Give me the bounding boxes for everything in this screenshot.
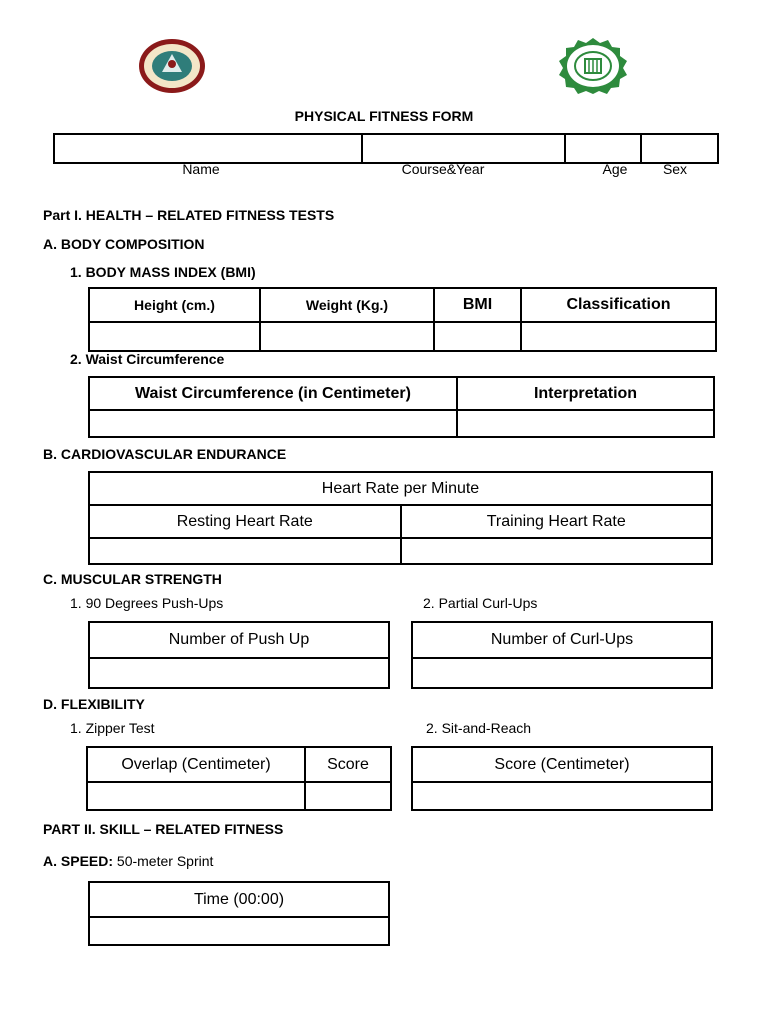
waist-table <box>88 376 715 438</box>
pushups-heading: 1. 90 Degrees Push-Ups <box>70 595 224 611</box>
pushups-cell[interactable] <box>89 658 389 688</box>
curlups-heading: 2. Partial Curl-Ups <box>423 595 538 611</box>
zipper-heading: 1. Zipper Test <box>70 720 155 736</box>
sitreach-table <box>411 746 713 811</box>
university-seal-logo <box>556 37 630 95</box>
waist-cell[interactable] <box>89 410 457 437</box>
speed-table <box>88 881 390 946</box>
training-heart-rate-cell[interactable] <box>401 538 713 564</box>
pushups-table <box>88 621 390 689</box>
curlups-table <box>411 621 713 689</box>
bmi-heading: 1. BODY MASS INDEX (BMI) <box>70 264 256 280</box>
weight-cell[interactable] <box>260 322 434 351</box>
heart-rate-group-header: Heart Rate per Minute <box>89 472 712 505</box>
classification-header: Classification <box>521 288 716 322</box>
part2-title: PART II. SKILL – RELATED FITNESS <box>43 821 284 837</box>
name-caption: Name <box>182 161 220 177</box>
sitreach-header: Score (Centimeter) <box>412 747 712 782</box>
curlups-header: Number of Curl-Ups <box>412 622 712 658</box>
zipper-table <box>86 746 392 811</box>
form-title: PHYSICAL FITNESS FORM <box>294 108 474 124</box>
interpretation-header: Interpretation <box>457 377 714 410</box>
speed-detail: 50-meter Sprint <box>116 853 214 869</box>
sitreach-heading: 2. Sit-and-Reach <box>426 720 532 736</box>
college-seal-icon <box>138 38 206 94</box>
heart-rate-table <box>88 471 713 565</box>
zipper-score-header: Score <box>305 747 391 782</box>
curlups-cell[interactable] <box>412 658 712 688</box>
time-header: Time (00:00) <box>89 882 389 917</box>
speed-label: A. SPEED: <box>43 853 114 869</box>
university-seal-icon <box>556 37 630 95</box>
college-seal-logo <box>138 38 206 94</box>
identity-table <box>53 133 719 164</box>
body-composition-heading: A. BODY COMPOSITION <box>43 236 205 252</box>
pushups-header: Number of Push Up <box>89 622 389 658</box>
overlap-cell[interactable] <box>87 782 305 810</box>
overlap-header: Overlap (Centimeter) <box>87 747 305 782</box>
name-field[interactable] <box>54 134 362 163</box>
age-field[interactable] <box>565 134 641 163</box>
zipper-score-cell[interactable] <box>305 782 391 810</box>
sitreach-cell[interactable] <box>412 782 712 810</box>
resting-heart-rate-header: Resting Heart Rate <box>89 505 401 538</box>
bmi-table <box>88 287 717 352</box>
course-year-caption: Course&Year <box>401 161 485 177</box>
bmi-header: BMI <box>434 288 521 322</box>
waist-heading: 2. Waist Circumference <box>70 351 225 367</box>
sex-caption: Sex <box>662 161 688 177</box>
classification-cell[interactable] <box>521 322 716 351</box>
interpretation-cell[interactable] <box>457 410 714 437</box>
bmi-cell[interactable] <box>434 322 521 351</box>
height-cell[interactable] <box>89 322 260 351</box>
part1-title: Part I. HEALTH – RELATED FITNESS TESTS <box>43 207 335 223</box>
age-caption: Age <box>602 161 628 177</box>
cardio-heading: B. CARDIOVASCULAR ENDURANCE <box>43 446 287 462</box>
course-year-field[interactable] <box>362 134 565 163</box>
muscular-strength-heading: C. MUSCULAR STRENGTH <box>43 571 222 587</box>
sex-field[interactable] <box>641 134 718 163</box>
speed-heading <box>43 853 213 869</box>
waist-header: Waist Circumference (in Centimeter) <box>89 377 457 410</box>
flexibility-heading: D. FLEXIBILITY <box>43 696 145 712</box>
resting-heart-rate-cell[interactable] <box>89 538 401 564</box>
height-header: Height (cm.) <box>89 288 260 322</box>
time-cell[interactable] <box>89 917 389 945</box>
training-heart-rate-header: Training Heart Rate <box>401 505 713 538</box>
weight-header: Weight (Kg.) <box>260 288 434 322</box>
